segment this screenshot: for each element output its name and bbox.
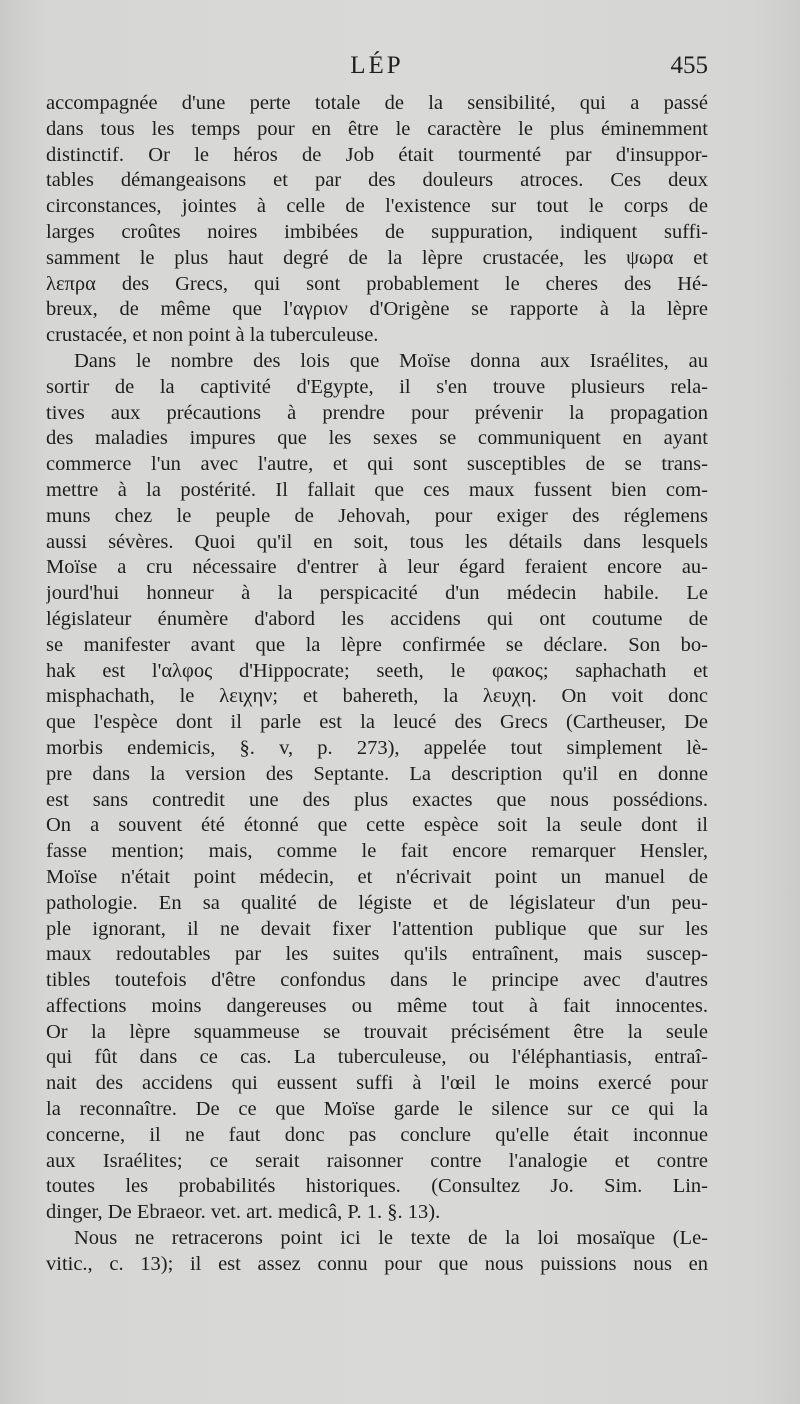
text-line: circonstances, jointes à celle de l'existence sur tout le corps de (46, 195, 708, 218)
text-line: aussi sévères. Quoi qu'il en soit, tous les détails dans lesquels (46, 530, 708, 553)
text-line: mettre à la postérité. Il fallait que ces maux fussent bien com- (46, 478, 708, 501)
text-line: est sans contredit une des plus exactes que nous possédions. (46, 788, 708, 811)
text-line: larges croûtes noires imbibées de suppuration, indiquent suffi- (46, 220, 708, 243)
text-line: accompagnée d'une perte totale de la sensibilité, qui a passé (46, 92, 708, 114)
text-line: fasse mention; mais, comme le fait encore remarquer Hensler, (46, 840, 708, 863)
text-line: Moïse n'était point médecin, et n'écrivait point un manuel de (46, 865, 708, 888)
text-line: vitic., c. 13); il est assez connu pour que nous puissions nous en (46, 1252, 708, 1275)
text-line: Moïse a cru nécessaire d'entrer à leur égard feraient encore au- (46, 556, 708, 579)
text-line: Nous ne retracerons point ici le texte de la loi mosaïque (Le- (74, 1227, 708, 1250)
text-line: Dans le nombre des lois que Moïse donna aux Israélites, au (74, 349, 708, 372)
text-line: dans tous les temps pour en être le caractère le plus éminemment (46, 117, 708, 140)
text-line: On a souvent été étonné que cette espèce soit la seule dont il (46, 814, 708, 837)
text-line: toutes les probabilités historiques. (Consultez Jo. Sim. Lin- (46, 1175, 708, 1198)
text-line: maux redoutables par les suites qu'ils entraînent, mais suscep- (46, 943, 708, 966)
text-line: nait des accidens qui eussent suffi à l'œil le moins exercé pour (46, 1072, 708, 1095)
text-line: crustacée, et non point à la tuberculeuse. (46, 324, 379, 347)
text-line: commerce l'un avec l'autre, et qui sont susceptibles de se trans- (46, 453, 708, 476)
text-line: breux, de même que l'αγριον d'Origène se rapporte à la lèpre (46, 298, 708, 321)
text-line: ple ignorant, il ne devait fixer l'attention publique que sur les (46, 917, 708, 940)
text-line: tibles toutefois d'être confondus dans le principe avec d'autres (46, 969, 708, 992)
text-line: aux Israélites; ce serait raisonner contre l'analogie et contre (46, 1149, 708, 1172)
text-line: concerne, il ne faut donc pas conclure qu'elle était inconnue (46, 1123, 708, 1146)
text-line: législateur énumère d'abord les accidens qui ont coutume de (46, 607, 708, 630)
text-line: hak est l'αλφος d'Hippocrate; seeth, le φακος; saphachath et (46, 659, 708, 682)
text-line: se manifester avant que la lèpre confirmée se déclare. Son bo- (46, 633, 708, 656)
text-line: pre dans la version des Septante. La description qu'il en donne (46, 762, 708, 785)
text-line: dinger, De Ebraeor. vet. art. medicâ, P. 1. §. 13). (46, 1201, 441, 1224)
text-line: sortir de la captivité d'Egypte, il s'en trouve plusieurs rela- (46, 375, 708, 398)
text-line: la reconnaître. De ce que Moïse garde le silence sur ce qui la (46, 1098, 708, 1121)
text-line: affections moins dangereuses ou même tout à fait innocentes. (46, 994, 708, 1017)
text-line: pathologie. En sa qualité de légiste et de législateur d'un peu- (46, 891, 708, 914)
text-line: distinctif. Or le héros de Job était tourmenté par d'insuppor- (46, 143, 708, 166)
text-line: tives aux précautions à prendre pour prévenir la propagation (46, 401, 708, 424)
text-line: jourd'hui honneur à la perspicacité d'un médecin habile. Le (46, 582, 708, 605)
text-line: λεπρα des Grecs, qui sont probablement le cheres des Hé- (46, 272, 708, 295)
text-line: tables démangeaisons et par des douleurs atroces. Ces deux (46, 169, 708, 192)
text-line: des maladies impures que les sexes se communiquent en ayant (46, 427, 708, 450)
page-header (46, 52, 708, 88)
body-text (46, 91, 708, 1278)
text-line: que l'espèce dont il parle est la leucé des Grecs (Cartheuser, De (46, 711, 708, 734)
text-line: Or la lèpre squammeuse se trouvait précisément être la seule (46, 1020, 708, 1043)
text-line: morbis endemicis, §. v, p. 273), appelée tout simplement lè- (46, 736, 708, 759)
text-line: qui fût dans ce cas. La tuberculeuse, ou l'éléphantiasis, entraî- (46, 1046, 708, 1069)
text-line: samment le plus haut degré de la lèpre crustacée, les ψωρα et (46, 246, 708, 269)
text-line: muns chez le peuple de Jehovah, pour exiger des réglemens (46, 504, 708, 527)
running-head: LÉP (350, 52, 404, 79)
page-number: 455 (670, 52, 708, 79)
text-line: misphachath, le λειχην; et bahereth, la λευχη. On voit donc (46, 685, 708, 708)
